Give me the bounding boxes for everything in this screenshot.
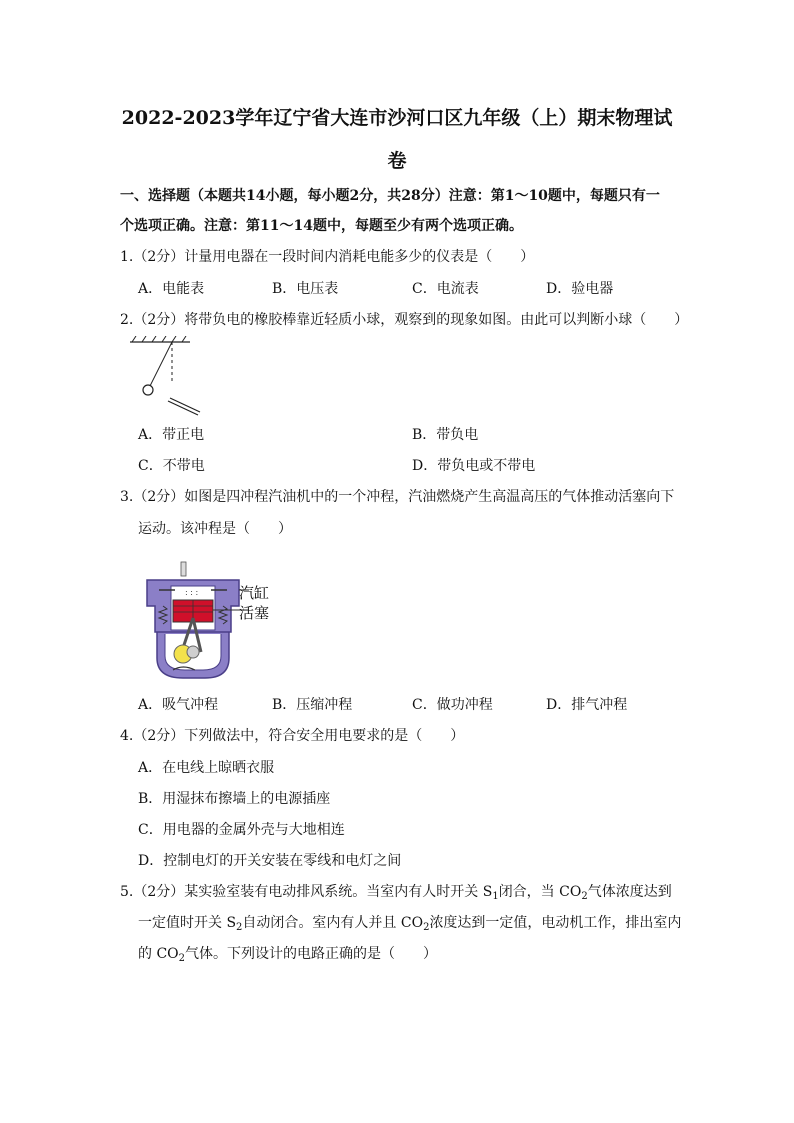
q4-option-b: B．用湿抹布擦墙上的电源插座 (138, 791, 331, 807)
q4-option-d: D．控制电灯的开关安装在零线和电灯之间 (138, 853, 402, 869)
q1-option-c: C．电流表 (412, 281, 479, 297)
q2-option-a: A．带正电 (138, 427, 205, 443)
question-5-stem: 5.（2分）某实验室装有电动排风系统。当室内有人时开关 $S_1$闭合，当 $CO_2$气体浓度达到 (120, 884, 672, 902)
page-title: 2022-2023学年辽宁省大连市沙河口区九年级（上）期末物理试 (121, 107, 673, 129)
q1-option-b: B．电压表 (272, 281, 339, 297)
q1-option-d: D．验电器 (546, 281, 614, 297)
question-3-stem-continued: 运动。该冲程是（ ） (138, 521, 292, 537)
question-1-stem: 1.（2分）计量用电器在一段时间内消耗电能多少的仪表是（ ） (120, 249, 535, 265)
section-heading: 一、选择题（本题共14小题，每小题2分，共28分）注意：第1～10题中，每题只有一 (120, 188, 660, 204)
question-3-stem: 3.（2分）如图是四冲程汽油机中的一个冲程，汽油燃烧产生高温高压的气体推动活塞向下 (120, 489, 675, 505)
q2-option-c: C．不带电 (138, 458, 205, 474)
q3-option-b: B．压缩冲程 (272, 697, 353, 713)
q2-option-b: B．带负电 (412, 427, 479, 443)
q3-label-piston: 活塞 (239, 604, 270, 622)
q4-option-c: C．用电器的金属外壳与大地相连 (138, 822, 345, 838)
section-heading-continued: 个选项正确。注意：第11～14题中，每题至少有两个选项正确。 (120, 218, 523, 234)
q1-option-a: A．电能表 (138, 281, 205, 297)
question-5-stem-line2: 一定值时开关 $S_2$自动闭合。室内有人并且 $CO_2$浓度达到一定值，电动机工作，排出室内 (138, 915, 682, 933)
q2-option-d: D．带负电或不带电 (412, 458, 536, 474)
page-title-continued: 卷 (387, 150, 407, 172)
q3-option-c: C．做功冲程 (412, 697, 493, 713)
q4-option-a: A．在电线上晾晒衣服 (138, 760, 275, 776)
q3-option-d: D．排气冲程 (546, 697, 628, 713)
question-5-stem-line3: 的 $CO_2$气体。下列设计的电路正确的是（ ） (138, 946, 438, 964)
question-4-stem: 4.（2分）下列做法中，符合安全用电要求的是（ ） (120, 728, 465, 744)
q2-pendulum-figure (128, 336, 218, 416)
q3-option-a: A．吸气冲程 (138, 697, 219, 713)
question-2-stem: 2.（2分）将带负电的橡胶棒靠近轻质小球，观察到的现象如图。由此可以判断小球（ ） (120, 312, 689, 328)
svg-text:: : :: : : : (185, 588, 199, 597)
q3-label-cylinder: 汽缸 (239, 584, 270, 602)
